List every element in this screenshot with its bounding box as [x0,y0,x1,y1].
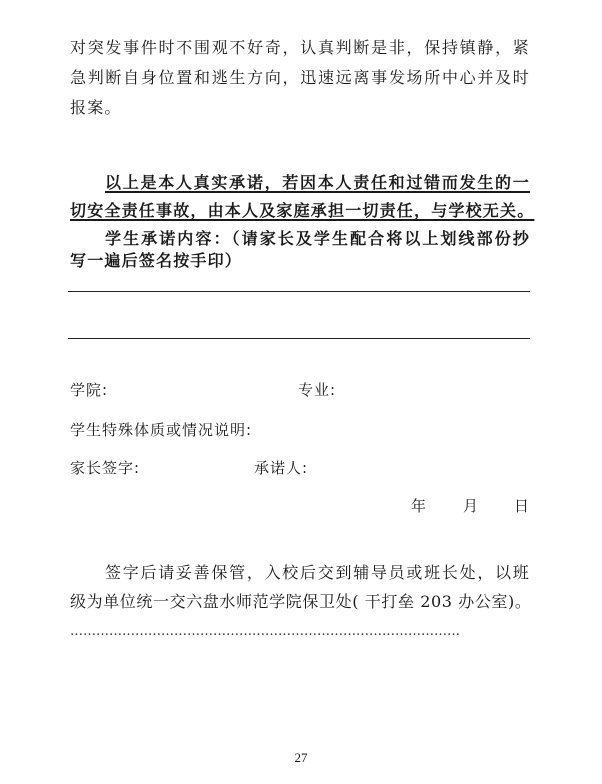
health-condition-label: 学生特殊体质或情况说明: [70,421,253,439]
closing-line: 签字后请妥善保管，入校后交到辅导员或班长处，以班 [105,563,530,582]
handwriting-line[interactable] [68,338,530,339]
closing-line: 级为单位统一交六盘水师范学院保卫处( 干打垒 203 办公室)。 [70,592,532,611]
parent-signature-label: 家长签字: [70,459,141,477]
instruction-line: 学生承诺内容：（请家长及学生配合将以上划线部份抄 [105,229,530,248]
page-number: 27 [294,750,308,765]
commitment-line: 以上是本人真实承诺，若因本人责任和过错而发生的一 [105,173,530,192]
major-label: 专业: [298,381,337,399]
instruction-line: 写一遍后签名按手印） [70,251,243,270]
paragraph-line: 报案。 [70,98,122,117]
date-day-label: 日 [514,497,531,515]
college-label: 学院: [70,381,109,399]
paragraph-line: 急判断自身位置和逃生方向，迅速远离事发场所中心并及时 [70,68,530,87]
commitment-line: 切安全责任事故，由本人及家庭承担一切责任，与学校无关。 [70,201,535,220]
date-year-label: 年 [411,497,428,515]
date-month-label: 月 [463,497,480,515]
dotted-separator: ……………………………………………………………………………… [70,624,460,639]
handwriting-line[interactable] [68,291,530,292]
promisor-label: 承诺人: [254,459,309,477]
paragraph-line: 对突发事件时不围观不好奇，认真判断是非，保持镇静，紧 [70,38,530,57]
